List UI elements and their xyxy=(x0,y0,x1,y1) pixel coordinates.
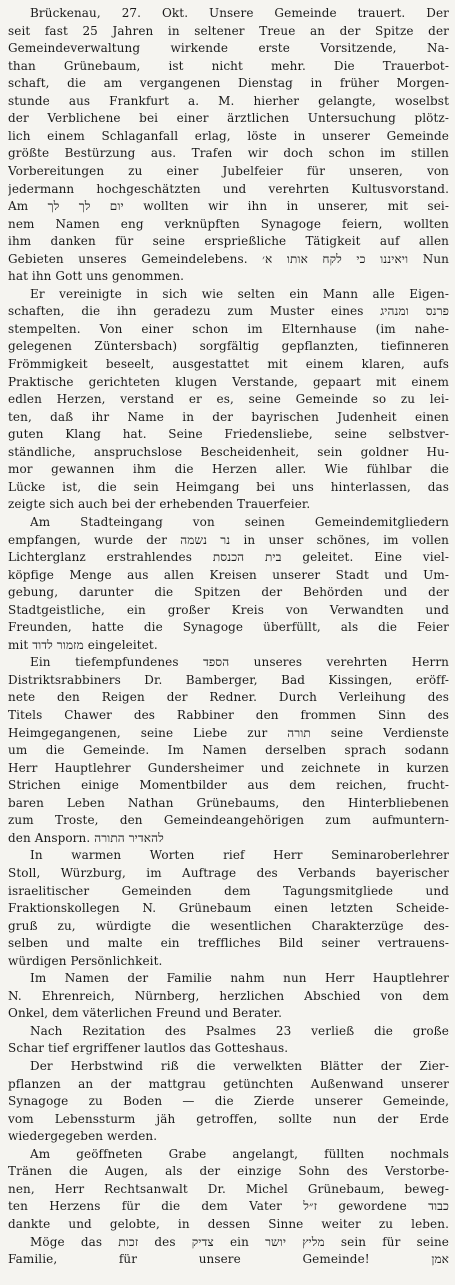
text-line: Er vereinigte in sich wie selten ein Mann alle Eigen- xyxy=(30,286,449,301)
text-line: nem Namen eng verknüpften Synagoge feiern, wollten xyxy=(8,216,449,231)
text-line: den Ansporn. להאדיר התורה xyxy=(8,830,164,845)
text-line: Lücke ist, die sein Heimgang bei uns hinterlassen, das xyxy=(8,479,449,494)
text-line: selben und malte ein treffliches Bild seiner vertrauens- xyxy=(8,936,449,951)
text-line: würdigen Persönlichkeit. xyxy=(8,953,163,968)
text-line: schaften, die ihn geradezu zum Muster eines פרנס ומנהיג xyxy=(8,304,449,319)
text-line: baren Leben Nathan Grünebaums, den Hinterbliebenen xyxy=(8,795,449,810)
text-line: In warmen Worten rief Herr Seminaroberlehrer xyxy=(30,848,449,863)
text-line: Gebieten unseres Gemeindelebens. ויאיננו כי לקח אותו א׳ Nun xyxy=(8,251,449,266)
text-line: dankte und gelobte, in dessen Sinne weiter zu leben. xyxy=(8,1216,449,1231)
text-line: lich einem Schlaganfall erlag, löste in unserer Gemeinde xyxy=(8,128,449,143)
text-line: vom Lebenssturm jäh getroffen, sollte nun der Erde xyxy=(8,1111,449,1126)
text-line: Schar tief ergriffener lautlos das Gotteshaus. xyxy=(8,1041,289,1056)
text-line: gruß zu, würdigte die wesentlichen Charakterzüge des- xyxy=(8,918,449,933)
text-line: empfangen, wurde der נר נשמה in unser schönes, im vollen xyxy=(8,532,449,547)
text-line: größte Bestürzung aus. Trafen wir doch schon im stillen xyxy=(8,146,449,161)
text-line: nete den Reigen der Redner. Durch Verleihung des xyxy=(8,690,449,705)
text-line: Am Stadteingang von seinen Gemeindemitgliedern xyxy=(30,514,449,529)
text-line: Möge das זכות des צדיק ein מליץ יושר sein für seine xyxy=(30,1234,449,1249)
text-line: ständliche, anspruchslose Bescheidenheit, sein goldner Hu- xyxy=(8,444,449,459)
text-line: israelitischer Gemeinden dem Tagungsmitgliede und xyxy=(8,883,449,898)
text-line: Tränen die Augen, als der einzige Sohn des Verstorbe- xyxy=(8,1164,449,1179)
text-line: Stoll, Würzburg, im Auftrage des Verbands bayerischer xyxy=(8,865,449,880)
text-line: Praktische gerichteten klugen Verstande, gepaart mit einem xyxy=(8,374,449,389)
text-line: jedermann hochgeschätzten und verehrten Kultusvorstand. xyxy=(8,181,449,196)
text-line: stunde aus Frankfurt a. M. hierher gelangte, woselbst xyxy=(8,93,449,108)
text-line: Am יום לך לך wollten wir ihn in unserer, mit sei- xyxy=(8,199,449,214)
text-line: Distriktsrabbiners Dr. Bamberger, Bad Kissingen, eröff- xyxy=(8,672,449,687)
text-line: hat ihn Gott uns genommen. xyxy=(8,269,185,284)
text-line: gelegenen Züntersbach) sorgfältig gepflanzten, tiefinneren xyxy=(8,339,449,354)
text-line: seit fast 25 Jahren in seltener Treue an der Spitze der xyxy=(8,23,449,38)
text-line: köpfige Menge aus allen Kreisen unserer Stadt und Um- xyxy=(8,567,449,582)
text-line: Stadtgeistliche, ein großer Kreis von Verwandten und xyxy=(8,602,449,617)
text-line: schaft, die am vergangenen Dienstag in früher Morgen- xyxy=(8,76,449,91)
text-line: Strichen einige Momentbilder aus dem reichen, frucht- xyxy=(8,778,449,793)
text-line: Freunden, hatte die Synagoge überfüllt, als die Feier xyxy=(8,620,449,635)
text-line: Am geöffneten Grabe angelangt, füllten nochmals xyxy=(30,1146,449,1161)
text-line: wiedergegeben werden. xyxy=(8,1129,158,1144)
text-line: Heimgegangenen, seine Liebe zur תורה seine Verdienste xyxy=(8,725,449,740)
text-line: than Grünebaum, ist nicht mehr. Die Trauerbot- xyxy=(8,58,449,73)
text-line: N. Ehrenreich, Nürnberg, herzlichen Abschied von dem xyxy=(8,988,449,1003)
text-line: ten, daß ihr Name in der bayrischen Judenheit einen xyxy=(8,409,449,424)
text-line: um die Gemeinde. Im Namen derselben sprach sodann xyxy=(8,743,449,758)
text-line: Nach Rezitation des Psalmes 23 verließ die große xyxy=(30,1023,449,1038)
text-line: mor gewannen ihm die Herzen aller. Wie fühlbar die xyxy=(8,462,449,477)
text-line: Brückenau, 27. Okt. Unsere Gemeinde trauert. Der xyxy=(30,6,449,20)
text-line: ten Herzens für die dem Vater ז״ל gewordene כבוד xyxy=(8,1199,449,1214)
text-line: Herr Hauptlehrer Gundersheimer und zeichnete in kurzen xyxy=(8,760,449,775)
text-line: nen, Herr Rechtsanwalt Dr. Michel Grünebaum, beweg- xyxy=(8,1181,449,1196)
text-line: Frömmigkeit beseelt, ausgestattet mit einem klaren, aufs xyxy=(8,357,449,371)
text-line: gebung, darunter die Spitzen der Behörden und der xyxy=(8,585,449,600)
text-line: der Verblichene bei einer ärztlichen Untersuchung plötz- xyxy=(8,111,449,126)
text-line: Familie, für unsere Gemeinde! אמן xyxy=(8,1252,449,1267)
text-line: Fraktionskollegen N. Grünebaum einen letzten Scheide- xyxy=(8,901,449,916)
text-line: Gemeindeverwaltung wirkende erste Vorsitzende, Na- xyxy=(8,41,449,56)
text-line: ihm danken für seine ersprießliche Tätigkeit auf allen xyxy=(8,234,449,249)
text-line: stempelten. Von einer schon im Elternhause (im nahe- xyxy=(8,321,449,336)
text-line: Der Herbstwind riß die verwelkten Blätter der Zier- xyxy=(30,1059,449,1073)
text-line: Lichterglanz erstrahlendes בית הכנסת geleitet. Eine viel- xyxy=(8,550,449,565)
text-line: Synagoge zu Boden — die Zierde unserer Gemeinde, xyxy=(8,1094,449,1109)
text-line: Im Namen der Familie nahm nun Herr Hauptlehrer xyxy=(30,971,449,986)
text-line: pflanzen an der mattgrau getünchten Außenwand unserer xyxy=(8,1076,449,1091)
text-line: Ein tiefempfundenes הספד unseres verehrten Herrn xyxy=(30,655,449,670)
text-line: Onkel, dem väterlichen Freund und Berater. xyxy=(8,1006,282,1021)
text-line: guten Klang hat. Seine Friedensliebe, seine selbstver- xyxy=(8,427,449,442)
text-line: zum Troste, den Gemeindeangehörigen zum aufmuntern- xyxy=(8,813,449,828)
text-line: zeigte sich auch bei der erhebenden Trauerfeier. xyxy=(8,497,311,512)
text-line: edlen Herzen, verstand er es, seine Gemeinde so zu lei- xyxy=(8,392,449,407)
text-line: Vorbereitungen zu einer Jubelfeier für unseren, von xyxy=(8,163,449,178)
text-line: mit מזמור לדוד eingeleitet. xyxy=(8,637,158,652)
text-line: Titels Chawer des Rabbiner den frommen Sinn des xyxy=(8,708,449,722)
